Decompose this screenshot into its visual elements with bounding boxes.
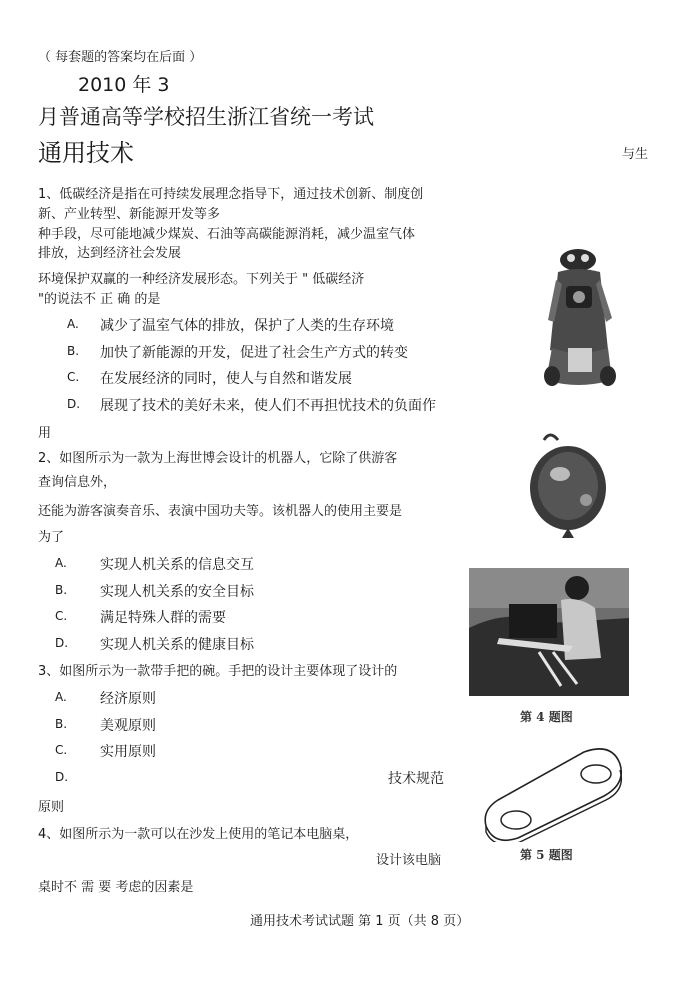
q2-option-b: 实现人机关系的安全目标 xyxy=(100,584,254,600)
q2-line-4: 为了 xyxy=(38,530,65,545)
q1-line-1: 1、低碳经济是指在可持续发展理念指导下，通过技术创新、制度创 xyxy=(38,187,424,202)
q3-tail: 原则 xyxy=(38,800,65,815)
q3-option-b: 美观原则 xyxy=(100,718,156,734)
q2-option-d: 实现人机关系的健康目标 xyxy=(100,637,254,653)
q1-option-d: 展现了技术的美好未来，使人们不再担忧技术的负面作 xyxy=(100,398,436,414)
q1-option-b: 加快了新能源的开发，促进了社会生产方式的转变 xyxy=(100,345,408,361)
page-footer: 通用技术考试试题 第 1 页（共 8 页） xyxy=(250,914,470,929)
q1-option-a-letter: A. xyxy=(67,317,79,331)
exam-title: 月普通高等学校招生浙江省统一考试 xyxy=(38,105,374,129)
q4-line-right: 设计该电脑 xyxy=(376,853,442,868)
q2-option-b-letter: B. xyxy=(55,583,68,597)
q3-option-c: 实用原则 xyxy=(100,744,156,760)
q4-line: 4、如图所示为一款可以在沙发上使用的笔记本电脑桌， xyxy=(38,827,359,842)
q1-tail: 用 xyxy=(38,426,52,441)
q3-option-a-letter: A. xyxy=(55,690,67,704)
q1-line-3: 种手段，尽可能地减少煤炭、石油等高碳能源消耗，减少温室气体 xyxy=(38,227,416,242)
q3-line: 3、如图所示为一款带手把的碗。手把的设计主要体现了设计的 xyxy=(38,664,398,679)
q1-line-5: 环境保护双赢的一种经济发展形态。下列关于 " 低碳经济 xyxy=(38,272,365,287)
q2-line-3: 还能为游客演奏音乐、表演中国功夫等。该机器人的使用主要是 xyxy=(38,504,403,519)
q2-line-1: 2、如图所示为一款为上海世博会设计的机器人，它除了供游客 xyxy=(38,451,398,466)
q1-option-c-letter: C. xyxy=(67,370,80,384)
q2-option-a: 实现人机关系的信息交互 xyxy=(100,557,254,573)
subject-title: 通用技术 xyxy=(38,139,134,167)
q3-option-d: 技术规范 xyxy=(388,771,444,787)
q3-option-a: 经济原则 xyxy=(100,691,156,707)
exam-year: 2010 年 3 xyxy=(78,74,170,96)
laptop-desk-photo xyxy=(469,568,629,696)
fig4-caption: 第 4 题图 xyxy=(520,710,573,724)
q1-option-b-letter: B. xyxy=(67,344,80,358)
fig5-caption: 第 5 题图 xyxy=(520,848,573,862)
q3-option-c-letter: C. xyxy=(55,743,68,757)
q2-option-c-letter: C. xyxy=(55,609,68,623)
bowl-figure xyxy=(522,430,614,540)
q1-line-4: 排放，达到经济社会发展 xyxy=(38,246,182,261)
q1-line-6: "的说法不 正 确 的是 xyxy=(38,292,161,307)
robot-figure xyxy=(538,240,628,390)
q2-option-c: 满足特殊人群的需要 xyxy=(100,610,226,626)
q2-option-a-letter: A. xyxy=(55,556,67,570)
q4-line-2: 桌时不 需 要 考虑的因素是 xyxy=(38,880,194,895)
q3-option-b-letter: B. xyxy=(55,717,68,731)
answers-note: （ 每套题的答案均在后面 ） xyxy=(38,50,203,65)
side-fragment: 与生 xyxy=(622,147,649,162)
q1-option-a: 减少了温室气体的排放，保护了人类的生存环境 xyxy=(100,318,394,334)
q3-option-d-letter: D. xyxy=(55,770,69,784)
q1-line-2: 新、产业转型、新能源开发等多 xyxy=(38,207,221,222)
q2-option-d-letter: D. xyxy=(55,636,69,650)
plate-figure xyxy=(480,742,630,842)
q1-option-d-letter: D. xyxy=(67,397,81,411)
q1-option-c: 在发展经济的同时，使人与自然和谐发展 xyxy=(100,371,352,387)
q2-line-2: 查询信息外， xyxy=(38,475,117,490)
